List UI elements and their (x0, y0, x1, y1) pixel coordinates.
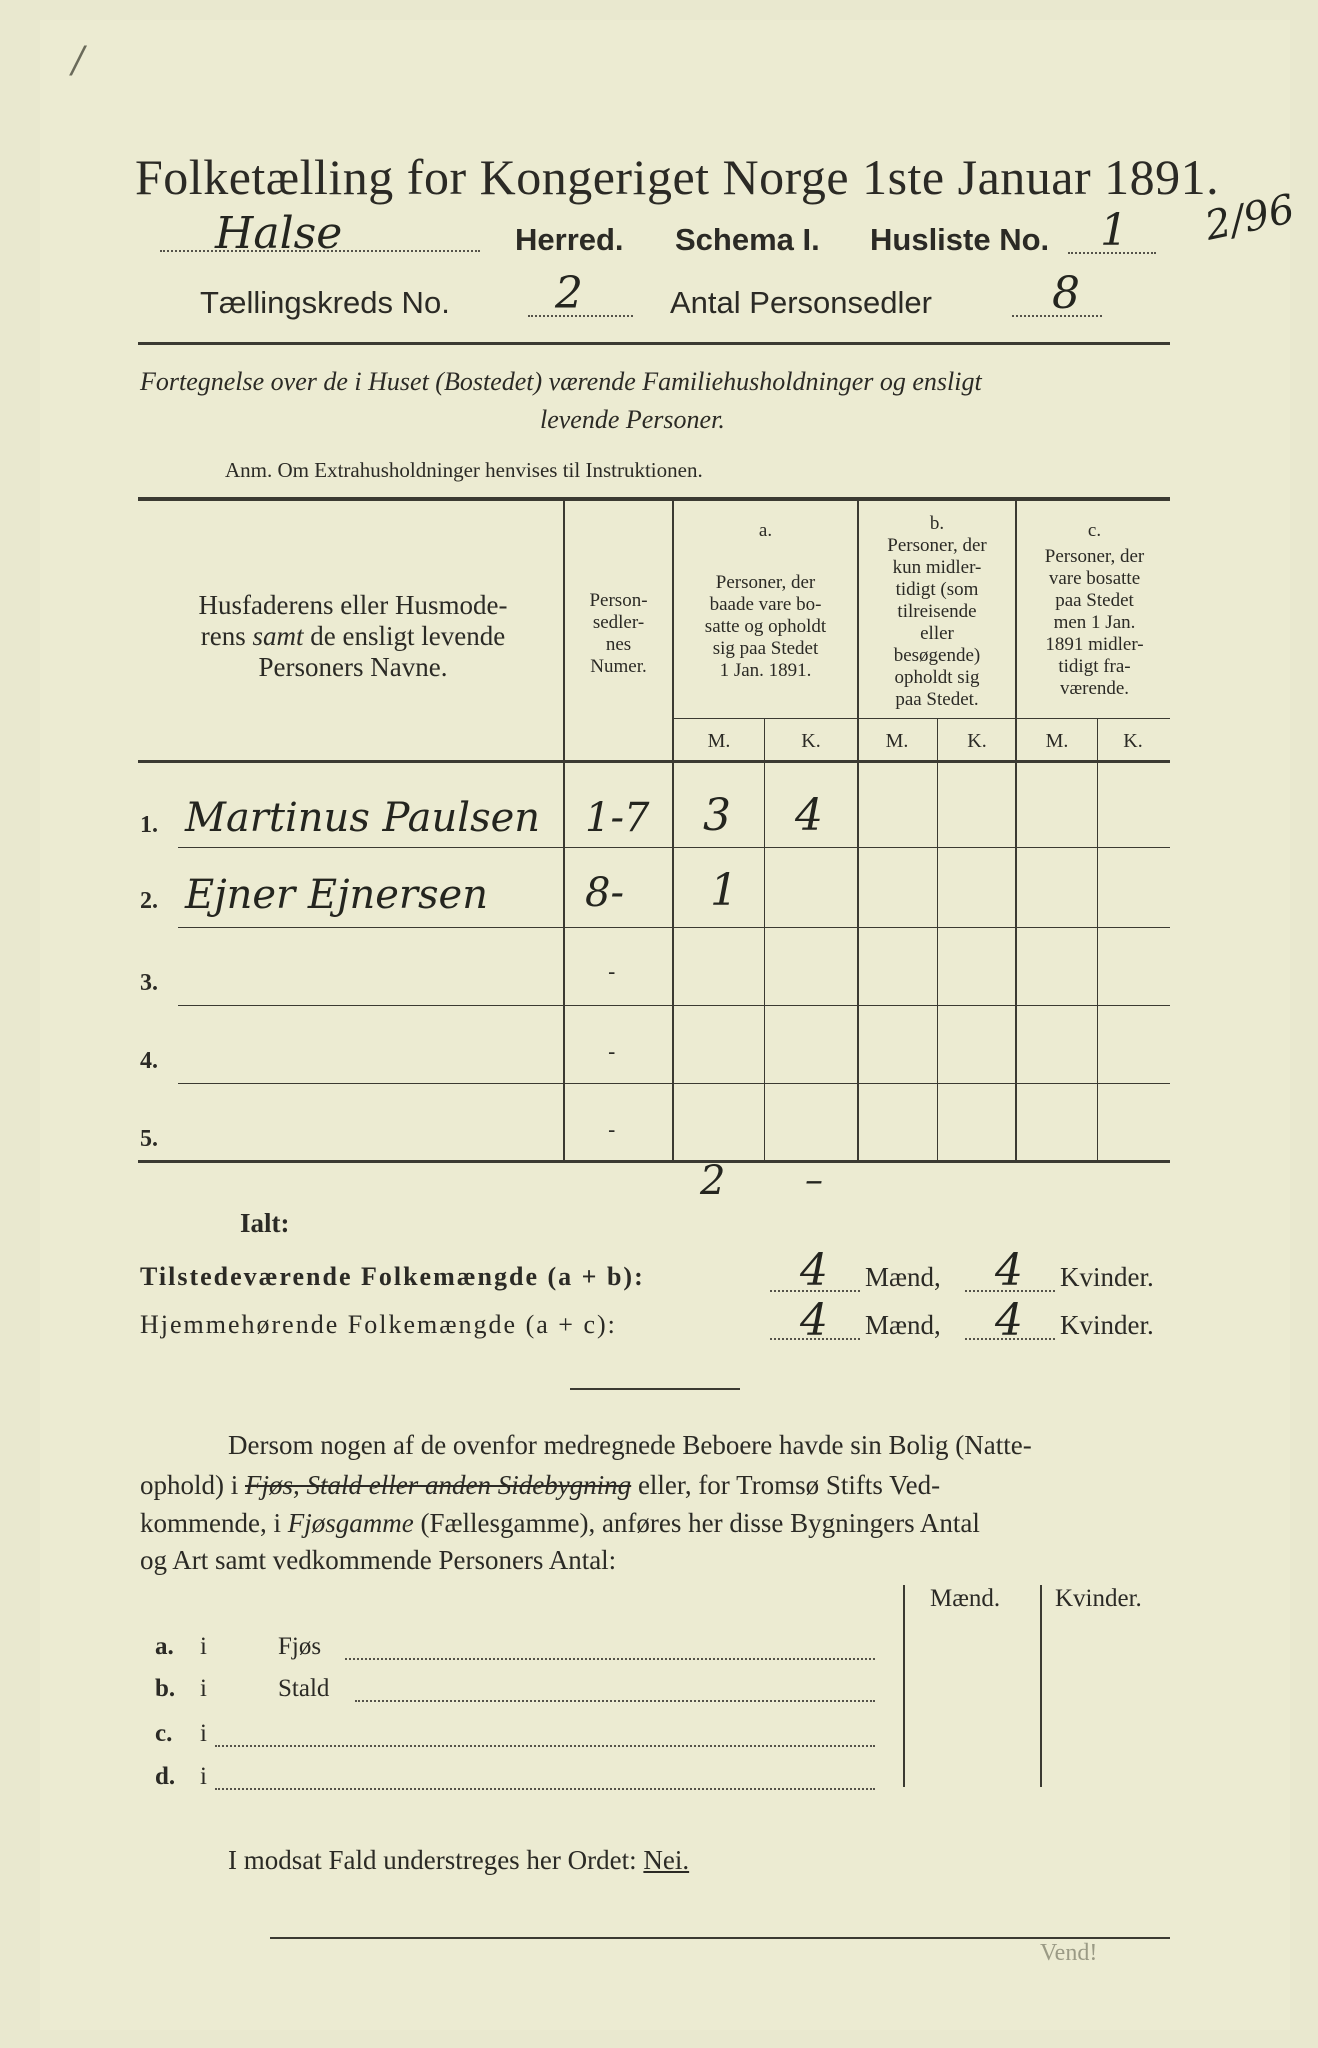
table-bottom-rule (138, 1160, 1170, 1163)
maend-head: Mænd. (930, 1585, 1001, 1612)
item-b-dots (355, 1700, 875, 1702)
row-rule-1 (178, 847, 1170, 848)
ialt-label: Ialt: (240, 1208, 290, 1238)
a-m-label: M. (707, 730, 731, 752)
sum-m: 2 (700, 1158, 726, 1204)
margin-note: 2/96 (1201, 186, 1299, 250)
footer-rule (270, 1937, 1170, 1939)
herred-label: Herred. (515, 222, 624, 257)
schema-label: Schema I. (675, 222, 820, 257)
row-1-no: 1. (140, 812, 158, 838)
anm-note: Anm. Om Extrahusholdninger henvises til Instruktionen. (225, 458, 703, 482)
tilstede-m: 4 (800, 1245, 828, 1296)
item-b-i: i (200, 1675, 207, 1702)
col-num-header: Person- sedler- nes Numer. (589, 590, 648, 677)
census-form (40, 20, 1290, 2030)
item-b-label: Stald (278, 1675, 330, 1702)
item-c-i: i (200, 1720, 207, 1747)
row-1-a-m: 3 (703, 790, 731, 841)
row-2-name: Ejner Ejnersen (185, 872, 488, 918)
item-b-letter: b. (155, 1675, 176, 1702)
item-d-letter: d. (155, 1763, 176, 1790)
hjemme-m: 4 (800, 1295, 828, 1346)
row-2-no: 2. (140, 888, 158, 914)
hjemme-label: Hjemmehørende Folkemængde (a + c): (140, 1310, 617, 1339)
herred-value: Halse (215, 208, 343, 259)
row-1-num: 1-7 (585, 795, 650, 841)
sum-k: – (805, 1160, 823, 1201)
c-k-label: K. (1123, 730, 1143, 752)
row-4-num: - (608, 1040, 616, 1065)
col-c-header: c. Personer, der vare bosatte paa Stedet men 1 Jan. 1891 midler- tidigt fra- værende. (1044, 520, 1145, 699)
lower-vline-2 (1040, 1585, 1042, 1787)
col-b-header: b. Personer, der kun midler- tidigt (som tilreisende eller besøgende) opholdt sig paa Stedet. (887, 513, 987, 710)
row-5-num: - (608, 1118, 616, 1143)
item-a-dots (345, 1658, 875, 1660)
kreds-label: Tællingskreds No. (200, 285, 450, 320)
item-c-letter: c. (155, 1720, 173, 1747)
item-a-label: Fjøs (278, 1633, 322, 1660)
personsedler-label: Antal Personsedler (670, 285, 932, 320)
husliste-value: 1 (1100, 205, 1128, 256)
kreds-value: 2 (555, 268, 583, 319)
row-5-no: 5. (140, 1126, 158, 1152)
item-d-i: i (200, 1763, 207, 1790)
personsedler-value: 8 (1052, 268, 1080, 319)
tilstede-maend: Mænd, (865, 1262, 941, 1292)
row-2-a-m: 1 (710, 865, 738, 916)
lower-p1: Dersom nogen af de ovenfor medregnede Beboere havde sin Bolig (Natte- (228, 1430, 1032, 1460)
c-m-label: M. (1045, 730, 1069, 752)
item-c-dots (215, 1745, 875, 1747)
lower-p2: ophold) i Fjøs, Stald eller anden Sidebygning eller, for Tromsø Stifts Ved- (140, 1470, 941, 1500)
intro-line-1: Fortegnelse over de i Huset (Bostedet) værende Familiehusholdninger og ensligt (140, 367, 982, 396)
hjemme-maend: Mænd, (865, 1310, 941, 1340)
vline-b-mk (937, 718, 938, 1160)
col-name-header: Husfaderens eller Husmode- rens samt de ensligt levende Personers Navne. (198, 590, 508, 682)
row-rule-3 (178, 1005, 1170, 1006)
modsat-text: I modsat Fald understreges her Ordet: Nei. (228, 1845, 690, 1875)
row-1-a-k: 4 (795, 790, 823, 841)
tilstede-k: 4 (995, 1245, 1023, 1296)
vline-a-mk (764, 718, 765, 1160)
lower-vline-1 (903, 1585, 905, 1787)
item-a-i: i (200, 1633, 207, 1660)
mk-rule (672, 718, 1170, 719)
row-3-num: - (608, 960, 616, 985)
hjemme-kvinder: Kvinder. (1060, 1310, 1154, 1340)
row-4-no: 4. (140, 1048, 158, 1074)
b-k-label: K. (967, 730, 987, 752)
section-divider (570, 1388, 740, 1390)
tilstede-label: Tilstedeværende Folkemængde (a + b): (140, 1262, 645, 1291)
header-rule (138, 342, 1170, 345)
item-d-dots (215, 1788, 875, 1790)
row-rule-4 (178, 1083, 1170, 1084)
lower-p3: kommende, i Fjøsgamme (Fællesgamme), anføres her disse Bygningers Antal (140, 1508, 980, 1538)
tilstede-kvinder: Kvinder. (1060, 1262, 1154, 1292)
husliste-label: Husliste No. (870, 222, 1050, 257)
hjemme-k: 4 (995, 1295, 1023, 1346)
row-2-num: 8- (585, 870, 624, 916)
item-a-letter: a. (155, 1633, 174, 1660)
a-k-label: K. (801, 730, 821, 752)
vline-c-mk (1097, 718, 1098, 1160)
vend-note: Vend! (1040, 1940, 1098, 1966)
intro-line-2: levende Personer. (540, 405, 725, 434)
form-title: Folketælling for Kongeriget Norge 1ste Januar 1891. (135, 149, 1220, 205)
row-3-no: 3. (140, 970, 158, 996)
lower-p4: og Art samt vedkommende Personers Antal: (140, 1545, 617, 1575)
b-m-label: M. (885, 730, 909, 752)
corner-mark: / (72, 40, 85, 81)
row-rule-2 (178, 927, 1170, 928)
kvinder-head: Kvinder. (1055, 1585, 1142, 1612)
col-a-header: a. Personer, der baade vare bo- satte og opholdt sig paa Stedet 1 Jan. 1891. (704, 520, 827, 681)
row-1-name: Martinus Paulsen (185, 795, 541, 841)
